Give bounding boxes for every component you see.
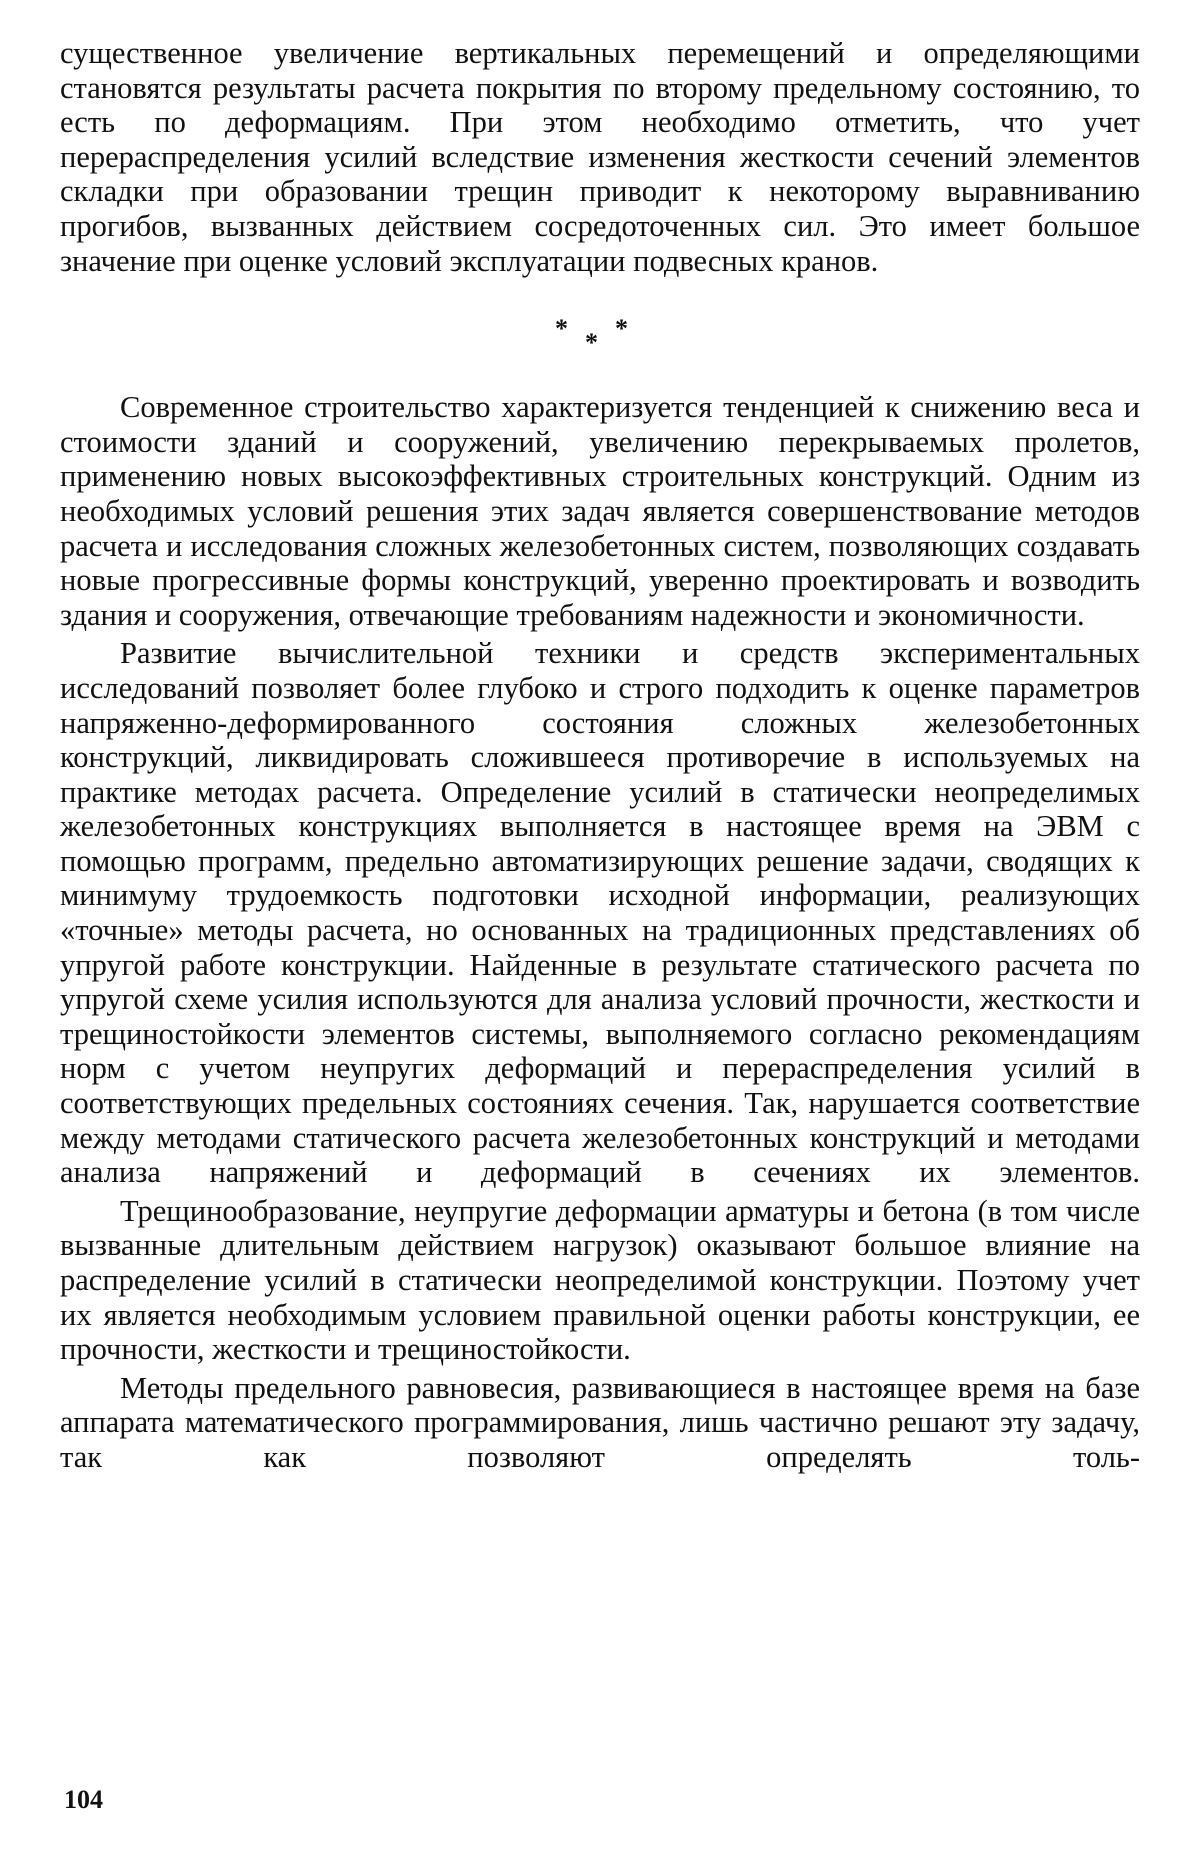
separator-star: * — [615, 314, 628, 344]
paragraph-modern-construction: Современное строительство характеризуется тенденцией к снижению веса и стоимости зданий и сооружений, увеличению перекрываемых пролетов, применению новых высокоэффективных строительных конструкций. Одним из необходимых условий решения этих задач является совершенствование методов расчета и исследования сложных железобетонных систем, позволяющих создавать новые прогрессивные формы конструкций, уверенно проектировать и возводить здания и сооружения, отвечающие требованиям надежности и экономичности. — [60, 390, 1140, 632]
paragraph-limit-equilibrium: Методы предельного равновесия, развивающиеся в настоящее время на базе аппарата математического программирования, лишь частично решают эту задачу, так как позволяют определять толь- — [60, 1370, 1140, 1474]
paragraph-crack-formation: Трещинообразование, неупругие деформации арматуры и бетона (в том числе вызванные длительным действием нагрузок) оказывают большое влияние на распределение усилий в статически неопределимой конструкции. Поэтому учет их является необходимым условием правильной оценки работы конструкции, ее прочности, жесткости и трещиностойкости. — [60, 1193, 1140, 1367]
paragraph-computing-development: Развитие вычислительной техники и средств экспериментальных исследований позволяет более глубоко и строго подходить к оценке параметров напряженно-деформированного состояния сложных железобетонных конструкций, ликвидировать сложившееся противоречие в используемых на практике методах расчета. Определение усилий в статически неопределимых железобетонных конструкциях выполняется в настоящее время на ЭВМ с помощью программ, предельно автоматизирующих решение задачи, сводящих к минимуму трудоемкость подготовки исходной информации, реализующих «точные» методы расчета, но основанных на традиционных представлениях об упругой работе конструкции. Найденные в результате статического расчета по упругой схеме усилия используются для анализа условий прочности, жесткости и трещиностойкости элементов системы, выполняемого согласно рекомендациям норм с учетом неупругих деформаций и перераспределения усилий в соответствующих предельных состояниях сечения. Так, нарушается соответствие между методами статического расчета железобетонных конструкций и методами анализа напряжений и деформаций в сечениях их элементов. — [60, 636, 1140, 1190]
separator-star: * — [585, 328, 598, 358]
section-separator — [60, 278, 1140, 390]
separator-star: * — [555, 314, 568, 344]
page-number: 104 — [64, 1785, 103, 1814]
page-body — [60, 36, 1140, 1475]
paragraph-continuation: существенное увеличение вертикальных перемещений и определяющими становятся результаты расчета покрытия по второму предельному состоянию, то есть по деформациям. При этом необходимо отметить, что учет перераспределения усилий вследствие изменения жесткости сечений элементов складки при образовании трещин приводит к некоторому выравниванию прогибов, вызванных действием сосредоточенных сил. Это имеет большое значение при оценке условий эксплуатации подвесных кранов. — [60, 36, 1140, 278]
